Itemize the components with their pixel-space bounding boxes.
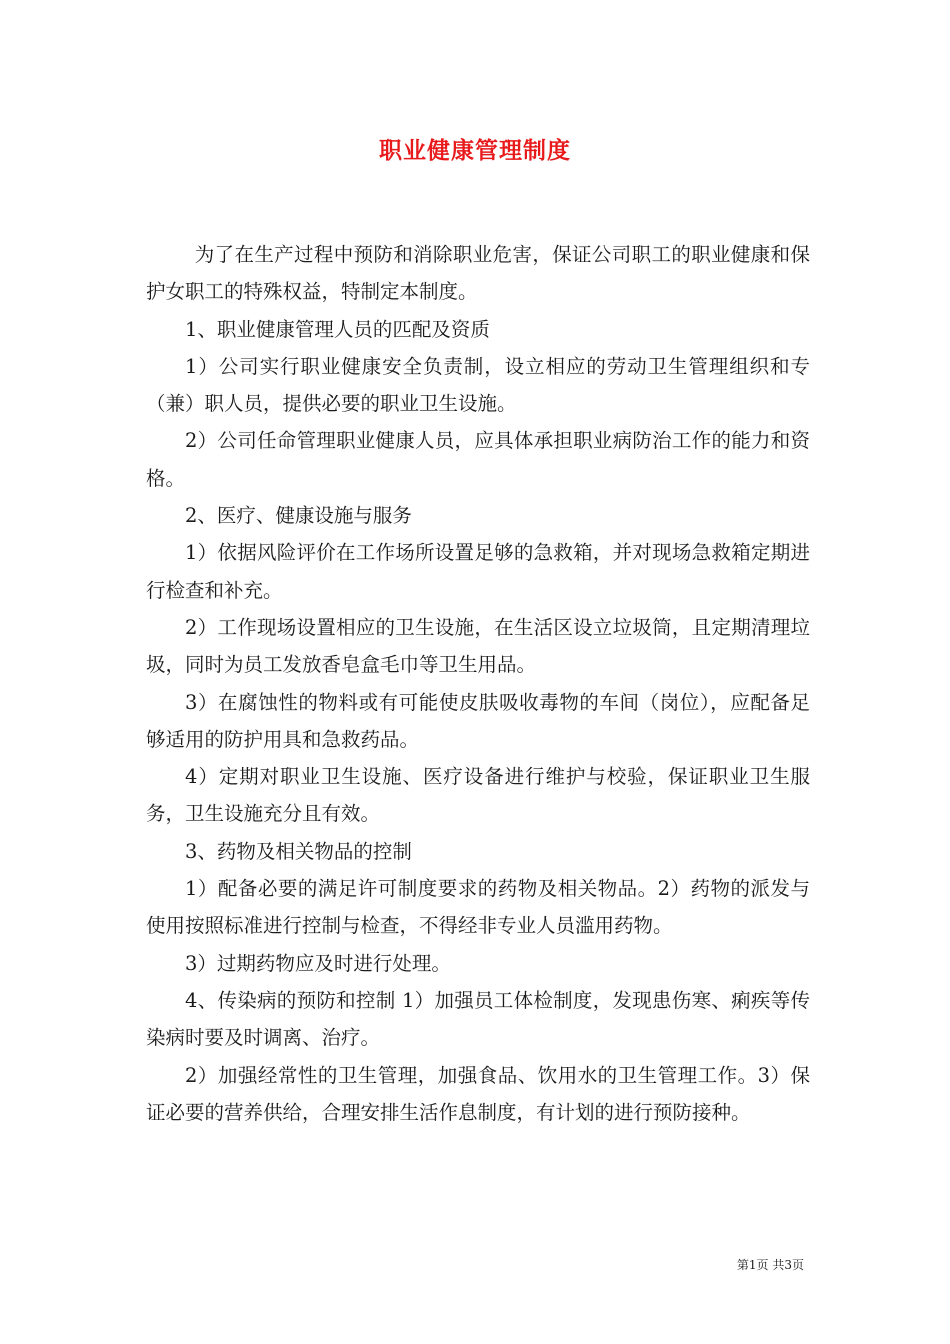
section-1-item-1: 1）公司实行职业健康安全负责制，设立相应的劳动卫生管理组织和专（兼）职人员，提供必要的职业卫生设施。 [146,354,810,416]
document-body [146,236,810,1131]
section-1-item-2: 2）公司任命管理职业健康人员，应具体承担职业病防治工作的能力和资格。 [146,429,810,490]
section-2-item-4: 4）定期对职业卫生设施、医疗设备进行维护与校验，保证职业卫生服务，卫生设施充分且有效。 [146,765,810,826]
footer-current-page: 1 [748,1258,757,1272]
page-footer [737,1256,804,1273]
section-2-item-1: 1）依据风险评价在工作场所设置足够的急救箱，并对现场急救箱定期进行检查和补充。 [146,541,810,602]
document-title: 职业健康管理制度 [379,137,571,164]
section-heading-2: 2、医疗、健康设施与服务 [185,504,412,528]
section-heading-3: 3、药物及相关物品的控制 [185,839,412,863]
section-3-item-3: 3）过期药物应及时进行处理。 [185,951,451,975]
footer-middle: 页 共 [756,1258,785,1272]
section-3-item-1-2: 1）配备必要的满足许可制度要求的药物及相关物品。2）药物的派发与使用按照标准进行控制与检查，不得经非专业人员滥用药物。 [146,877,810,938]
footer-prefix: 第 [736,1258,749,1272]
footer-suffix: 页 [791,1258,804,1272]
intro-paragraph: 为了在生产过程中预防和消除职业危害，保证公司职工的职业健康和保护女职工的特殊权益，特制定本制度。 [146,243,810,304]
footer-total-pages: 3 [784,1258,792,1272]
section-4-heading-item-1: 4、传染病的预防和控制 1）加强员工体检制度，发现患伤寒、痢疾等传染病时要及时调离、治疗。 [146,988,810,1050]
section-2-item-2: 2）工作现场设置相应的卫生设施，在生活区设立垃圾筒，且定期清理垃圾，同时为员工发放香皂盒毛巾等卫生用品。 [146,615,810,677]
section-2-item-3: 3）在腐蚀性的物料或有可能使皮肤吸收毒物的车间（岗位），应配备足够适用的防护用具和急救药品。 [146,690,810,751]
section-heading-1: 1、职业健康管理人员的匹配及资质 [185,317,490,341]
section-4-item-2-3: 2）加强经常性的卫生管理，加强食品、饮用水的卫生管理工作。3）保证必要的营养供给，合理安排生活作息制度，有计划的进行预防接种。 [146,1063,810,1124]
